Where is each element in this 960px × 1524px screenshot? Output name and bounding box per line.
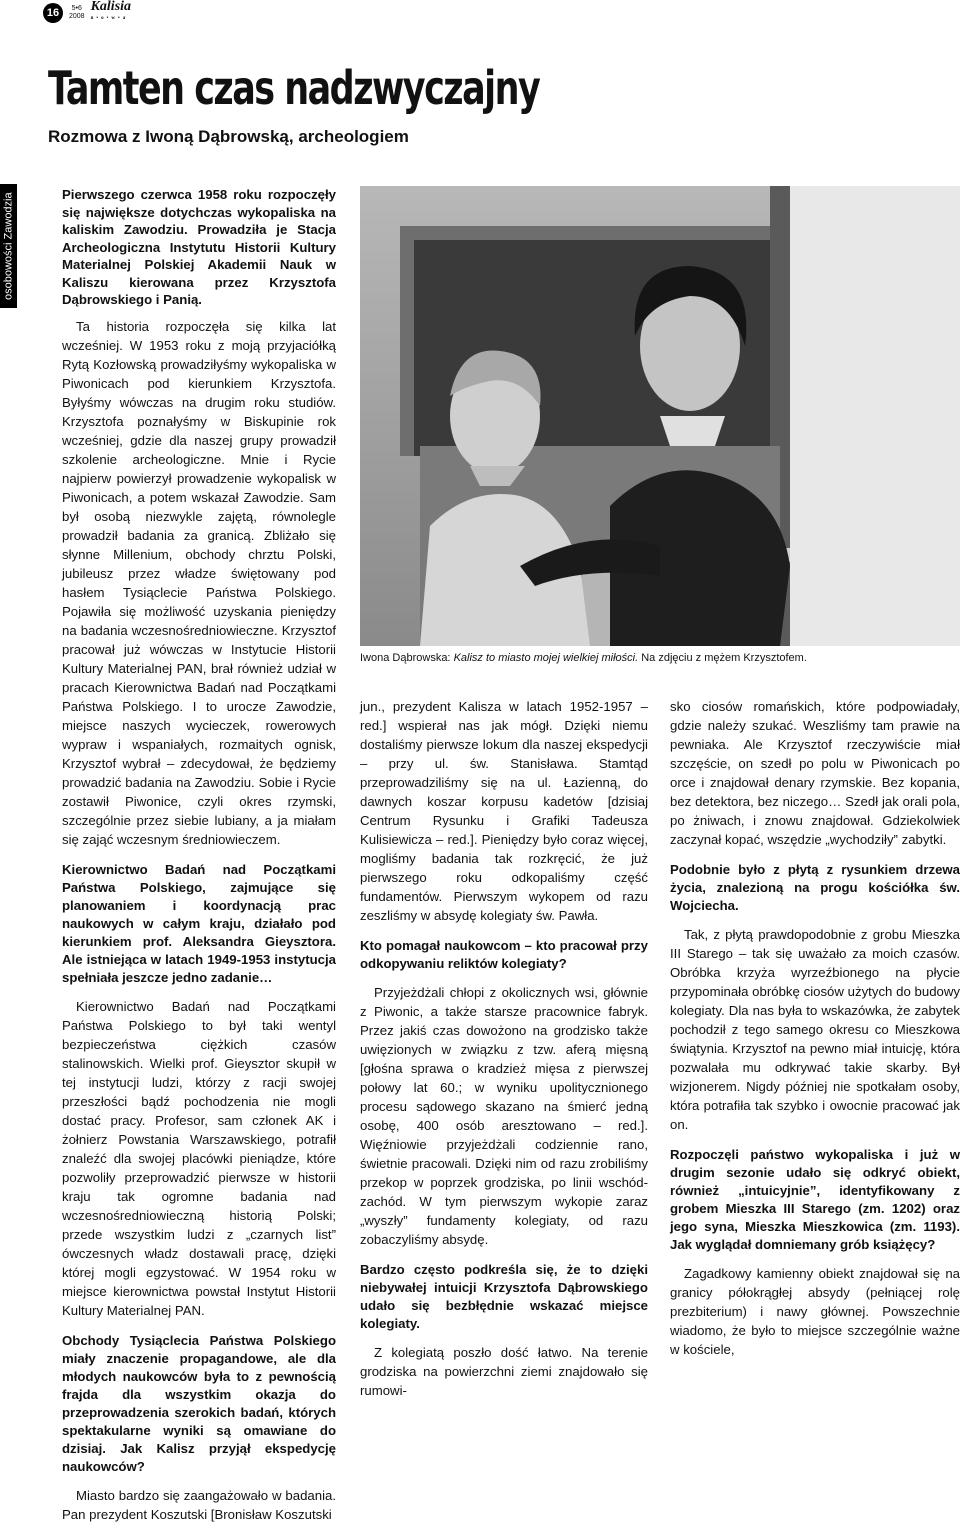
body-paragraph: Przyjeżdżali chłopi z okolicznych wsi, głównie z Piwonic, a także starsze pracownice fabryk. Przez jakiś czas dowożono na grodzisko także uwięzionych w związku z tzw. aferą mięsną [głośna sprawa o kradzież mięsa z pierwszej połowy lat 60.; w wyniku upolitycznionego procesu sądowego skazano na śmierć jedną osobę, 400 osób aresztowano – red.]. Więźniowie przyjeżdżali codziennie rano, świetnie pracowali. Dzięki nim od razu zrobiliśmy przekop w poprzek grodziska, po linii wschód-zachód. W tym pierwszym wykopie zaraz „wyszły” fundamenty kolegiaty, od razu zobaczyliśmy absydę. <box>360 985 648 1247</box>
article-subtitle: Rozmowa z Iwoną Dąbrowską, archeologiem <box>48 127 409 146</box>
body-paragraph: Kierownictwo Badań nad Początkami Państwa Polskiego to był taki wentyl bezpieczeństwa ciężkich czasów stalinowskich. Wielki prof. Gieysztor skupił w tej instytucji ludzi, którzy z racji swojej przeszłości bądź pochodzenia nie mogli dostać pracy. Profesor, sam członek AK i żołnierz Powstania Warszawskiego, potrafił znaleźć dla swojej placówki pieniądze, które pozwoliły przeprowadzić pierwsze w historii kraju tak ogromne badania nad wczesnośredniowieczną historią Polski; przede wszystkim ludzi z „czarnych list” ówczesnych władz dostawali pracę, dzięki której mogli egzystować. W 1954 roku w miejsce kierownictwa powstał Instytut Historii Kultury Materialnej PAN. <box>62 998 336 1318</box>
article-title: Tamten czas nadzwyczajny <box>48 61 540 115</box>
section-label: osobowości Zawodzia <box>0 184 17 308</box>
column-3 <box>670 697 960 1359</box>
photo-caption <box>360 652 807 664</box>
interview-question: Kierownictwo Badań nad Początkami Państwa Polskiego, zajmujące się planowaniem i koordynacją prac naukowych w całym kraju, działało pod kierunkiem prof. Aleksandra Gieysztora. Ale istniejąca w latach 1949-1953 instytucja spełniała jeszcze jedno zadanie… <box>62 861 336 985</box>
column-2 <box>360 697 648 1400</box>
interview-question: Kto pomagał naukowcom – kto pracował przy odkopywaniu reliktów kolegiaty? <box>360 938 648 971</box>
issue-number: 5•6 <box>71 5 82 12</box>
caption-rest: Na zdjęciu z mężem Krzysztofem. <box>641 652 807 664</box>
issue-year: 2008 <box>69 13 85 20</box>
body-paragraph: Z kolegiatą poszło dość łatwo. Na terenie grodziska na powierzchni ziemi znajdowało się rumowi- <box>360 1345 648 1398</box>
interview-question: Podobnie było z płytą z rysunkiem drzewa życia, znalezioną na progu kościółka św. Wojciecha. <box>670 862 960 913</box>
lead-paragraph: Pierwszego czerwca 1958 roku rozpoczęły się największe dotychczas wykopaliska na kaliskim Zawodziu. Prowadziła je Stacja Archeologiczna Instytutu Historii Kultury Materialnej Polskiej Akademii Nauk w Kaliszu kierowana przez Krzysztofa Dąbrowskiego i Panią. <box>62 187 336 307</box>
body-paragraph: jun., prezydent Kalisza w latach 1952-1957 – red.] wspierał nas jak mógł. Dzięki niemu dostaliśmy pierwsze lokum dla naszej ekspedycji – przy ul. św. Stanisława. Stamtąd przeprowadziliśmy się na ul. Łazienną, do dawnych koszar korpusu kadetów [dzisiaj Centrum Rysunku i Grafiki Tadeusza Kulisiewicza – red.]. Pieniędzy było coraz więcej, mogliśmy badania tak rozkręcić, że już pierwszego roku odkopaliśmy część fundamentów. Pierwszym wykopem od razu zeszliśmy w absydę kolegiaty św. Pawła. <box>360 699 648 923</box>
interview-question: Bardzo często podkreśla się, że to dzięki niebywałej intuicji Krzysztofa Dąbrowskiego udało się bezbłędnie wskazać miejsce kolegiaty. <box>360 1262 648 1331</box>
page-number: 16 <box>43 3 63 23</box>
issue-info <box>69 5 85 21</box>
body-paragraph: Miasto bardzo się zaangażowało w badania. Pan prezydent Koszutski [Bronisław Koszutski <box>62 1487 336 1522</box>
body-paragraph: Zagadkowy kamienny obiekt znajdował się na granicy półokrągłej absydy (pełniącej rolę prezbiterium) i nawy głównej. Powszechnie wiadomo, że było to miejsce szczególnie ważne w kościele, <box>670 1266 960 1357</box>
caption-name: Iwona Dąbrowska: <box>360 652 451 664</box>
page-header <box>43 0 132 22</box>
article-photo <box>360 186 960 646</box>
logo-main: Kalisia <box>90 0 132 14</box>
magazine-logo <box>91 1 131 25</box>
column-1 <box>62 186 336 1524</box>
logo-sub: n•o•w•a <box>90 16 129 21</box>
body-paragraph: sko ciosów romańskich, które podpowiadały, gdzie należy szukać. Weszliśmy tam prawie na pewniaka. Ale Krzysztof rzeczywiście miał szczęście, on szedł po polu w Piwonicach po orce i znajdował denary rzymskie. Bez kopania, bez detektora, bez niczego… Szedł jak orali pola, po żniwach, i znowu znajdował. Gdziekolwiek zaczynał kopać, wszędzie „wychodziły” zabytki. <box>670 699 960 847</box>
body-paragraph: Ta historia rozpoczęła się kilka lat wcześniej. W 1953 roku z moją przyjaciółką Rytą Kozłowską prowadziłyśmy wykopaliska w Piwonicach pod kierunkiem Krzysztofa. Byłyśmy wówczas na drugim roku studiów. Krzysztofa poznałyśmy w Biskupinie rok wcześniej, gdzie dla naszej grupy prowadził szkolenie archeologiczne. Mnie i Rycie najpierw powierzył prowadzenie wykopalisk w Piwonicach, a potem wskazał Zawodzie. Sam był osobą niezwykle zajętą, równolegle prowadził badania za granicą. Zbliżało się słynne Millenium, obchody chrztu Polski, jubileusz przez władze świętowany pod hasłem Tysiąclecie Państwa Polskiego. Pojawiła się możliwość uzyskania pieniędzy na badania wczesnośredniowieczne. Krzysztof pracował już wówczas w Instytucie Historii Kultury Materialnej PAN, brał również udział w pracach Kierownictwa Badań nad Początkami Państwa Polskiego. I to urocze Zawodzie, miejsce naszych wycieczek, rowerowych wypraw i wspaniałych, rozmaitych ognisk, Krzysztof wybrał – zdecydował, że będziemy prowadzić badania na Zawodziu. Sobie i Rycie zostawił Piwonice, czyli okres rzymski, szczególnie przez siebie lubiany, a ja miałam się zająć wczesnym średniowieczem. <box>62 318 336 847</box>
interview-question: Rozpoczęli państwo wykopaliska i już w drugim sezonie udało się odkryć obiekt, również „intuicyjnie”, identyfikowany z grobem Mieszka III Starego (zm. 1202) oraz jego syna, Mieszka Mieszkowica (zm. 1193). Jak wyglądał domniemany grób książęcy? <box>670 1147 960 1252</box>
interview-question: Obchody Tysiąclecia Państwa Polskiego miały znaczenie propagandowe, ale dla młodych naukowców była to z pewnością frajda dla wszystkim okazja do przeprowadzenia szerokich badań, których spektakularne wyniki są omawiane do dzisiaj. Jak Kalisz przyjął ekspedycję naukowców? <box>62 1332 336 1474</box>
caption-quote: Kalisz to miasto mojej wielkiej miłości. <box>453 652 639 664</box>
body-paragraph: Tak, z płytą prawdopodobnie z grobu Mieszka III Starego – tak się uważało za moich czasów. Obróbka krzyża wyrzeźbionego na płycie przypominała obróbkę ciosów użytych do budowy kolegiaty. Dla nas była to wskazówka, że zabytek pochodził z tego samego okresu co Mieszkowa świątynia. Krzysztof na pewno miał intuicję, która pozwalała mu odkrywać takie skarby. Był wizjonerem. Nigdy później nie spotkałam osoby, która potrafiła tak szybko i owocnie pracować jak on. <box>670 927 960 1132</box>
photo-image <box>360 186 960 646</box>
